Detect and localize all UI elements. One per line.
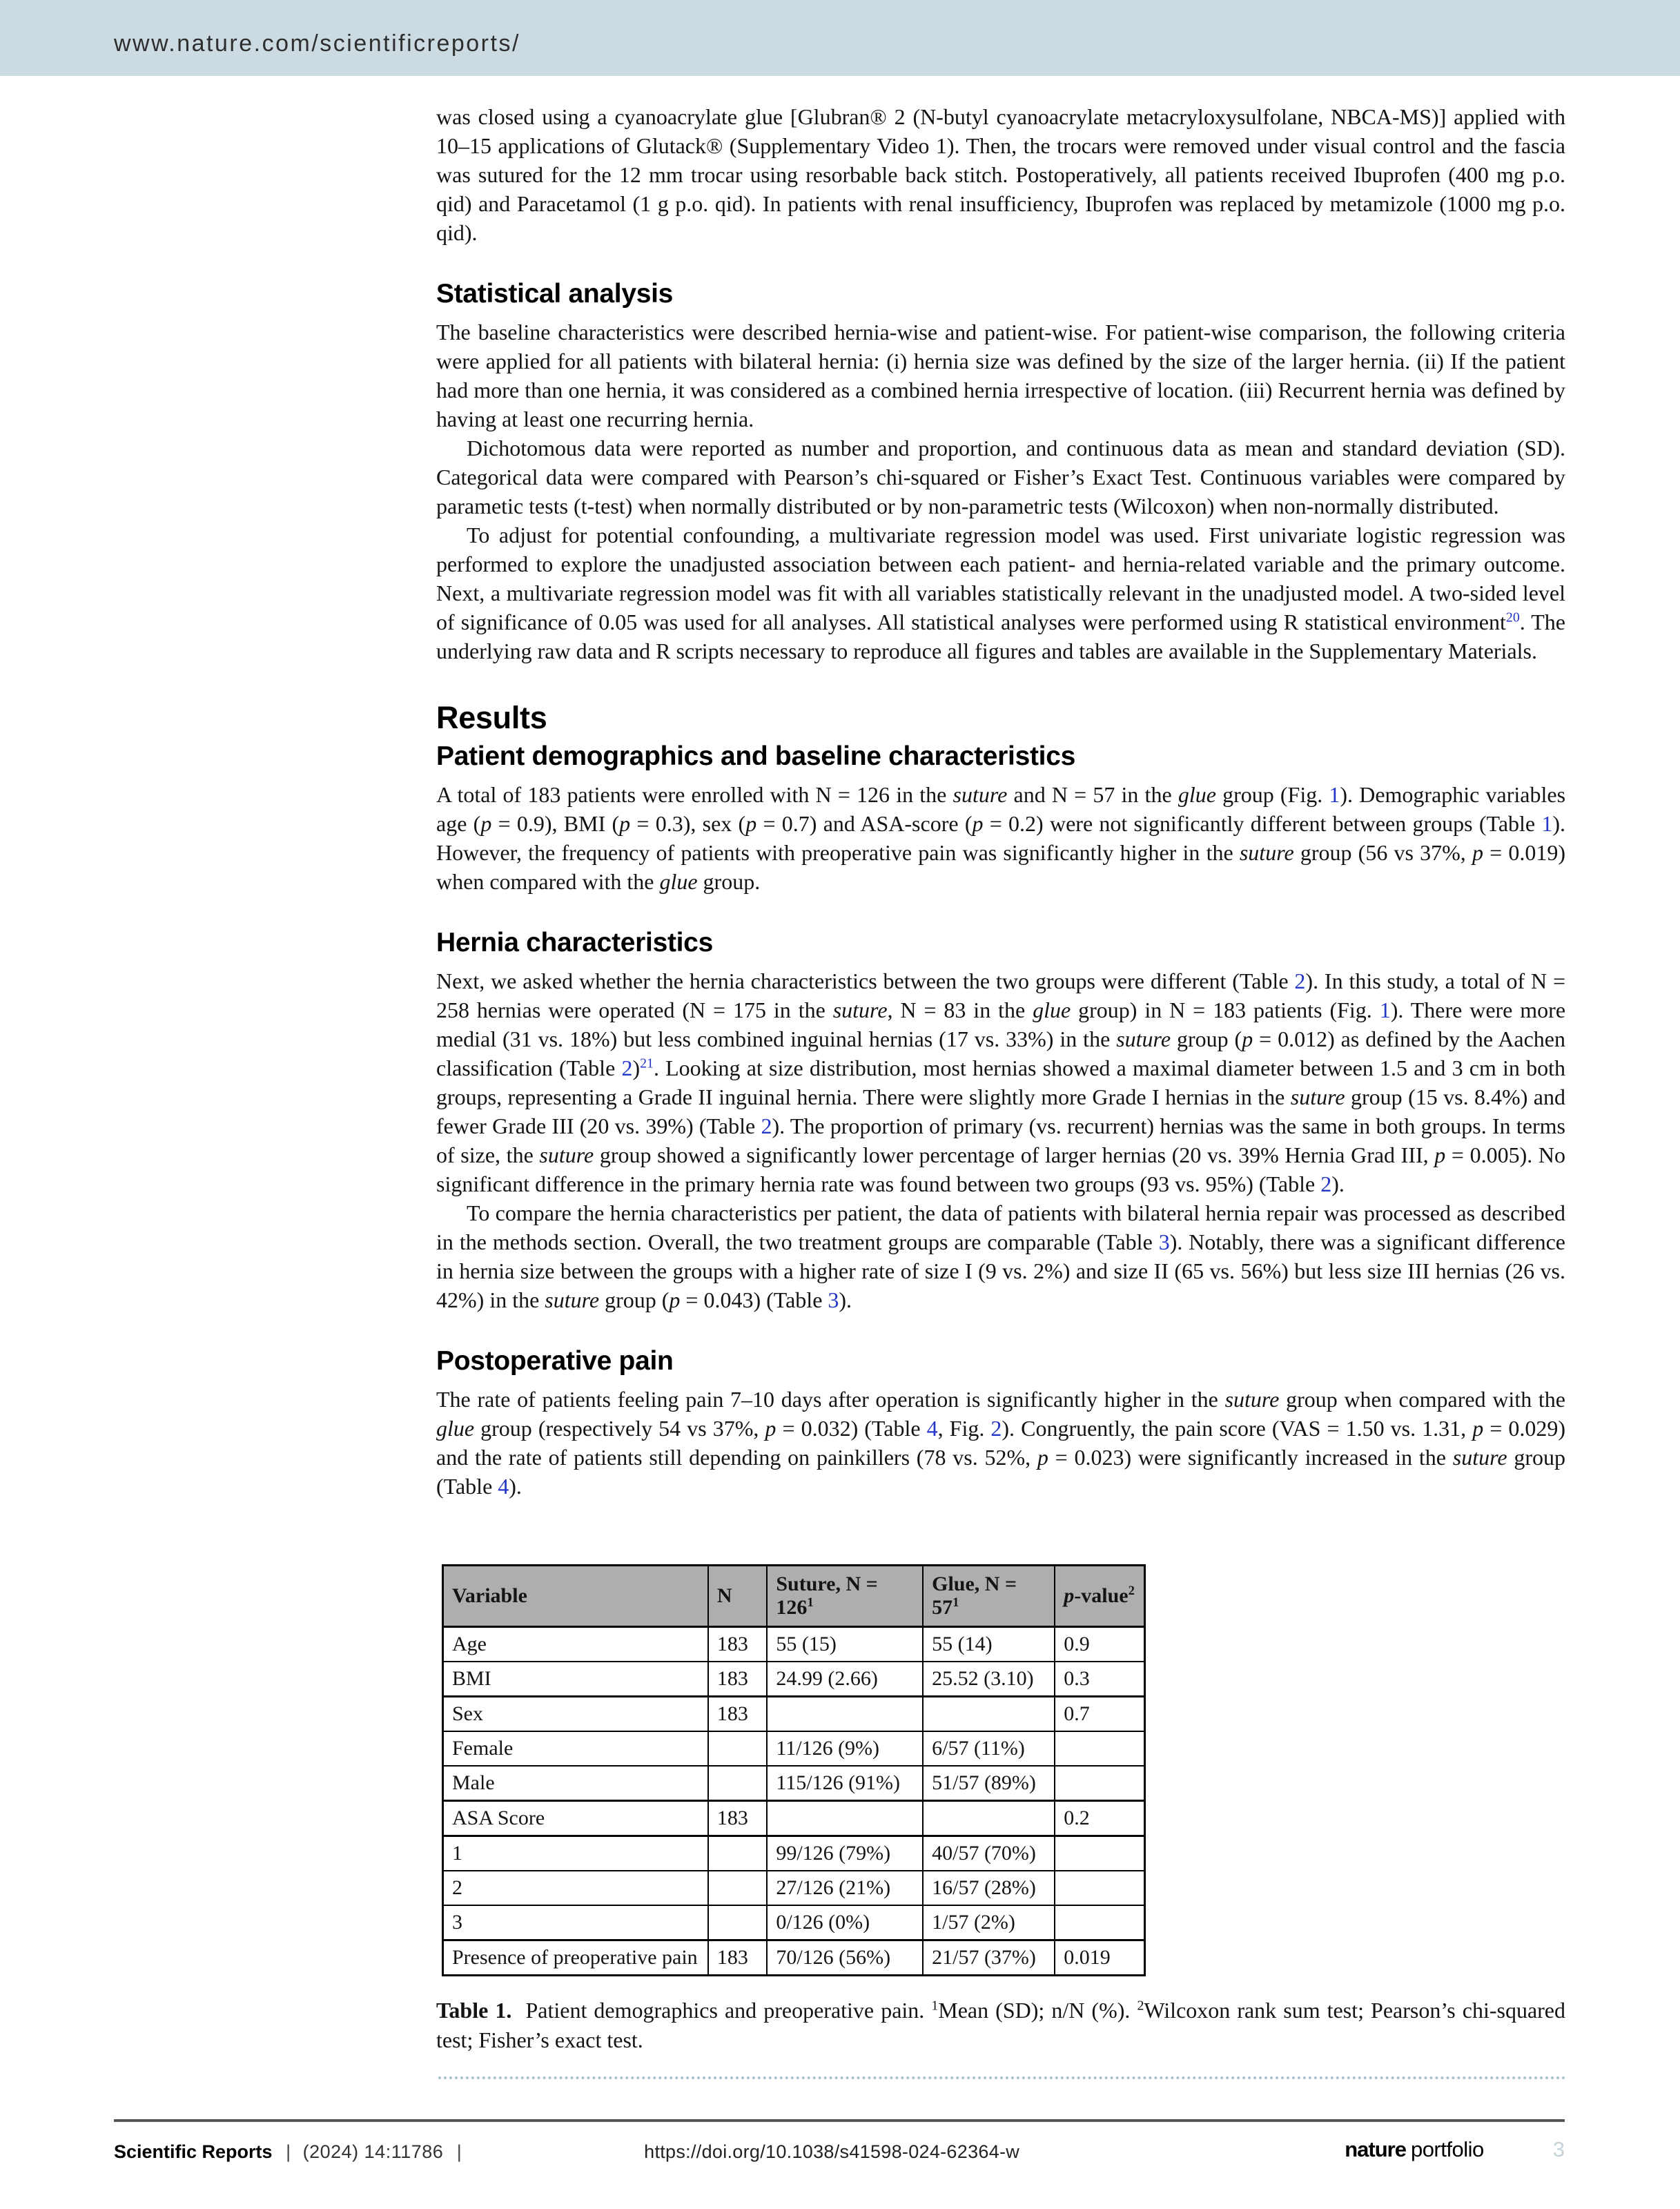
text-run: = 0.3), sex ( — [630, 811, 746, 836]
table-cell: 40/57 (70%) — [923, 1836, 1055, 1871]
table-cell — [923, 1801, 1055, 1836]
text-run: group. — [697, 869, 761, 894]
nature-logo: nature — [1345, 2137, 1406, 2161]
text-run: = 0.043) (Table — [680, 1287, 828, 1312]
text-run: The baseline characteristics were described hernia-wise and patient-wise. For patient-wise comparison, the following criteria were applied for all patients with bilateral hernia: (i) hernia size was defined by the size of the larger hernia. (ii) If the patient had more than one hernia, it was considered as a combined hernia irrespective of location. (iii) Recurrent hernia was defined by having at least one recurring hernia. — [436, 320, 1571, 431]
reference-link[interactable]: 4 — [498, 1474, 509, 1499]
intro-continuation-paragraph — [436, 102, 1571, 247]
table-cell — [767, 1697, 923, 1732]
table-caption — [436, 1996, 1572, 2055]
text-run: suture — [1452, 1445, 1507, 1470]
article-body — [436, 102, 1572, 2055]
text-run: ). However, the frequency of patients with preoperative pain was significantly higher in the — [436, 811, 1572, 865]
column-header — [708, 1566, 767, 1627]
demographics-table-wrap — [442, 1564, 1565, 1976]
reference-link[interactable]: 1 — [1379, 998, 1391, 1022]
table-cell: 16/57 (28%) — [923, 1871, 1055, 1905]
table-row — [443, 1940, 1145, 1976]
statistical-analysis-paragraph-3 — [436, 520, 1572, 665]
text-run: group (Fig. — [1215, 782, 1329, 807]
table-cell — [1055, 1766, 1144, 1801]
text-run: p — [1434, 1142, 1446, 1167]
header-band — [0, 0, 1680, 76]
table-cell — [767, 1801, 923, 1836]
text-run: Hernia characteristics — [436, 928, 713, 957]
text-run: 1 — [931, 1998, 939, 2014]
reference-link[interactable]: 3 — [828, 1287, 839, 1312]
text-run: = 0.012) as defined by the Aachen classification (Table — [436, 1026, 1572, 1080]
text-run: Table 1. — [436, 1998, 512, 2023]
reference-link[interactable]: 3 — [1158, 1229, 1170, 1254]
page-footer — [114, 2137, 1565, 2172]
text-run: p — [1064, 1584, 1075, 1607]
table-cell: 3 — [443, 1905, 708, 1940]
column-header — [443, 1566, 708, 1627]
table-cell: 27/126 (21%) — [767, 1871, 923, 1905]
table-cell: 25.52 (3.10) — [923, 1662, 1055, 1697]
table-header-row — [443, 1566, 1145, 1627]
table-cell: 183 — [708, 1801, 767, 1836]
footer-separator: | — [456, 2141, 462, 2162]
table-row — [443, 1871, 1145, 1905]
text-run: ). In this study, a total of N = 258 hernias were operated (N = 175 in the — [436, 969, 1572, 1022]
text-run: ). The proportion of primary (vs. recurrent) hernias was the same in both groups. In terms of size, the — [436, 1113, 1572, 1167]
hernia-characteristics-paragraph-1 — [436, 966, 1572, 1198]
table-cell: 11/126 (9%) — [767, 1731, 923, 1766]
table-row — [443, 1905, 1145, 1940]
text-run: suture — [545, 1287, 600, 1312]
footer-brand-group — [1345, 2137, 1565, 2162]
text-run: . The underlying raw data and R scripts necessary to reproduce all figures and tables are available in the Supplementary Materials. — [436, 610, 1572, 663]
text-run: Statistical analysis — [436, 279, 674, 309]
text-run: suture — [832, 998, 888, 1022]
table-cell: 21/57 (37%) — [923, 1940, 1055, 1976]
text-run: group (56 vs 37%, — [1293, 840, 1472, 865]
text-run: group (15 vs. 8.4%) and fewer Grade III (20 vs. 39%) (Table — [436, 1084, 1572, 1138]
text-run: p — [765, 1416, 776, 1441]
text-run: = 0.9), BMI ( — [491, 811, 620, 836]
table-cell: Female — [443, 1731, 708, 1766]
reference-link[interactable]: 2 — [761, 1113, 772, 1138]
reference-link[interactable]: 1 — [1329, 782, 1340, 807]
table-cell: 0.2 — [1055, 1801, 1144, 1836]
text-run: suture — [539, 1142, 594, 1167]
table-cell — [1055, 1905, 1144, 1940]
table-cell: 1/57 (2%) — [923, 1905, 1055, 1940]
text-run: p — [480, 811, 492, 836]
table-cell: 70/126 (56%) — [767, 1940, 923, 1976]
text-run: ). — [839, 1287, 852, 1312]
doi-text: https://doi.org/10.1038/s41598-024-62364-w — [644, 2141, 1020, 2162]
text-run: suture — [1239, 840, 1294, 865]
reference-link[interactable]: 20 — [1505, 610, 1520, 625]
text-run: Next, we asked whether the hernia characteristics between the two groups were different (Table — [436, 969, 1295, 993]
footer-separator: | — [286, 2141, 291, 2162]
table-cell: Male — [443, 1766, 708, 1801]
text-run: glue — [1033, 998, 1071, 1022]
text-run: group) in N = 183 patients (Fig. — [1071, 998, 1380, 1022]
text-run: suture — [1116, 1026, 1171, 1051]
heading-postoperative-pain — [436, 1346, 1565, 1376]
text-run: p — [745, 811, 757, 836]
table-cell: 183 — [708, 1697, 767, 1732]
text-run: To adjust for potential confounding, a multivariate regression model was used. First univariate logistic regression was performed to explore the unadjusted association between each patient- and hernia-related variable and the primary outcome. Next, a multivariate regression model was fit with all variables statistically relevant in the unadjusted model. A two-sided level of significance of 0.05 was used for all analyses. All statistical analyses were performed using R statistical environment — [436, 523, 1571, 634]
table-cell: Sex — [443, 1697, 708, 1732]
text-run: and N = 57 in the — [1007, 782, 1178, 807]
text-run: = 0.005). No significant difference in the primary hernia rate was found between two groups (93 vs. 95%) (Table — [436, 1142, 1572, 1196]
footer-rule — [114, 2119, 1565, 2122]
issue-citation: (2024) 14:11786 — [302, 2141, 444, 2162]
heading-statistical-analysis — [436, 279, 1565, 309]
text-run: p — [1037, 1445, 1048, 1470]
text-run: group (Table — [436, 1445, 1572, 1499]
text-run: ). — [509, 1474, 522, 1499]
table-cell: 0.019 — [1055, 1940, 1144, 1976]
table-cell: ASA Score — [443, 1801, 708, 1836]
reference-link[interactable]: 21 — [640, 1055, 654, 1071]
text-run: , N = 83 in the — [887, 998, 1033, 1022]
table-cell: 51/57 (89%) — [923, 1766, 1055, 1801]
text-run: 1 — [953, 1595, 959, 1610]
text-run: = 0.032) (Table — [776, 1416, 927, 1441]
table-cell: 1 — [443, 1836, 708, 1871]
postoperative-pain-paragraph — [436, 1385, 1572, 1501]
text-run: group (respectively 54 vs 37%, — [474, 1416, 765, 1441]
table-cell: 183 — [708, 1940, 767, 1976]
text-run: group ( — [599, 1287, 670, 1312]
text-run: suture — [953, 782, 1008, 807]
column-header — [923, 1566, 1055, 1627]
text-run: To compare the hernia characteristics per patient, the data of patients with bilateral hernia repair was processed as described in the methods section. Overall, the two treatment groups are comparable (Table — [436, 1200, 1571, 1254]
table-cell: 0.3 — [1055, 1662, 1144, 1697]
text-run: suture — [1290, 1084, 1345, 1109]
statistical-analysis-paragraph-2 — [436, 434, 1571, 520]
heading-patient-demographics — [436, 741, 1565, 772]
table-cell: Age — [443, 1627, 708, 1662]
text-run: Variable — [452, 1584, 527, 1607]
table-cell: 24.99 (2.66) — [767, 1662, 923, 1697]
text-run: Mean (SD); n/N (%). — [938, 1998, 1137, 2023]
table-row — [443, 1697, 1145, 1732]
table-cell: 183 — [708, 1662, 767, 1697]
table-cell — [1055, 1871, 1144, 1905]
reference-link[interactable]: 2 — [990, 1416, 1002, 1441]
text-run: p — [972, 811, 984, 836]
text-run: p — [1472, 1416, 1484, 1441]
text-run: 2 — [1128, 1584, 1135, 1598]
text-run: = 0.019) when compared with the — [436, 840, 1572, 894]
table-body — [443, 1627, 1145, 1976]
text-run: Wilcoxon rank sum test; Pearson’s chi-squared test; Fisher’s exact test. — [436, 1998, 1572, 2052]
table-cell — [708, 1836, 767, 1871]
table-cell: 183 — [708, 1627, 767, 1662]
text-run: glue — [659, 869, 698, 894]
text-run: The rate of patients feeling pain 7–10 days after operation is significantly higher in the — [436, 1387, 1225, 1412]
table-cell — [708, 1871, 767, 1905]
table-cell: 0.7 — [1055, 1697, 1144, 1732]
text-run: A total of 183 patients were enrolled with N = 126 in the — [436, 782, 953, 807]
text-run: -value — [1074, 1584, 1129, 1607]
table-row — [443, 1731, 1145, 1766]
text-run: Dichotomous data were reported as number and proportion, and continuous data as mean and standard deviation (SD). Categorical data were compared with Pearson’s chi-squared or Fisher’s Exact Test. Continuous variables were compared by parametic tests (t-test) when normally distributed or by non-parametric tests (Wilcoxon) when non-normally distributed. — [436, 436, 1571, 518]
table-row — [443, 1801, 1145, 1836]
text-run: group when compared with the — [1279, 1387, 1572, 1412]
table-cell: 0/126 (0%) — [767, 1905, 923, 1940]
text-run: group showed a significantly lower percentage of larger hernias (20 vs. 39% Hernia Grad III, — [594, 1142, 1435, 1167]
table-cell — [923, 1697, 1055, 1732]
text-run: 2 — [1137, 1998, 1144, 2014]
text-run: Glue, N = 57 — [932, 1573, 1022, 1619]
reference-link[interactable]: 4 — [926, 1416, 938, 1441]
table-cell: BMI — [443, 1662, 708, 1697]
text-run: , Fig. — [937, 1416, 991, 1441]
text-run: was closed using a cyanoacrylate glue [Glubran® 2 (N-butyl cyanoacrylate metacryloxysulfolane, NBCA-MS)] applied with 10–15 applications of Glutack® (Supplementary Video 1). Then, the trocars were removed under visual control and the fascia was sutured for the 12 mm trocar using resorbable back stitch. Postoperatively, all patients received Ibuprofen (400 mg p.o. qid) and Paracetamol (1 g p.o. qid). In patients with renal insufficiency, Ibuprofen was replaced by metamizole (1000 mg p.o. qid). — [436, 104, 1571, 245]
reference-link[interactable]: 2 — [1320, 1171, 1332, 1196]
text-run: 1 — [807, 1595, 814, 1610]
text-run: ). — [1331, 1171, 1345, 1196]
section-dotted-divider — [438, 2076, 1566, 2079]
text-run: . Looking at size distribution, most hernias showed a maximal diameter between 1.5 and 3 cm in both groups, representing a Grade II inguinal hernia. There were slightly more Grade I hernias in the — [436, 1055, 1572, 1109]
page-number: 3 — [1552, 2137, 1565, 2161]
table-cell: Presence of preoperative pain — [443, 1940, 708, 1976]
text-run: ). Notably, there was a significant difference in hernia size between the groups with a higher rate of size I (9 vs. 2%) and size II (65 vs. 56%) but less size III hernias (26 vs. 42%) in the — [436, 1229, 1572, 1312]
table-cell: 55 (15) — [767, 1627, 923, 1662]
table-cell — [1055, 1836, 1144, 1871]
table-cell — [1055, 1731, 1144, 1766]
text-run: glue — [436, 1416, 475, 1441]
heading-results — [436, 700, 1565, 736]
reference-link[interactable]: 2 — [1294, 969, 1306, 993]
text-run: p — [1242, 1026, 1253, 1051]
text-run: = 0.029) and the rate of patients still depending on painkillers (78 vs. 52%, — [436, 1416, 1572, 1470]
text-run: = 0.7) and ASA-score ( — [756, 811, 973, 836]
text-run: p — [669, 1287, 681, 1312]
column-header — [1055, 1566, 1144, 1627]
text-run: Suture, N = 126 — [776, 1573, 883, 1619]
reference-link[interactable]: 1 — [1541, 811, 1553, 836]
table-cell — [708, 1766, 767, 1801]
table-cell: 6/57 (11%) — [923, 1731, 1055, 1766]
text-run: p — [1472, 840, 1483, 865]
reference-link[interactable]: 2 — [621, 1055, 633, 1080]
text-run: Patient demographics and baseline characteristics — [436, 741, 1075, 771]
patient-demographics-paragraph — [436, 780, 1572, 896]
text-run: p — [619, 811, 631, 836]
site-url: www.nature.com/scientificreports/ — [114, 30, 520, 57]
text-run: ) — [632, 1055, 641, 1080]
table-row — [443, 1836, 1145, 1871]
text-run: Results — [436, 700, 547, 735]
demographics-table — [442, 1564, 1146, 1976]
text-run: = 0.023) were significantly increased in the — [1048, 1445, 1453, 1470]
text-run: Postoperative pain — [436, 1346, 674, 1376]
table-cell — [708, 1731, 767, 1766]
table-cell: 2 — [443, 1871, 708, 1905]
text-run: Patient demographics and preoperative pain. — [511, 1998, 932, 2023]
footer-citation — [114, 2141, 469, 2163]
text-run: suture — [1224, 1387, 1280, 1412]
table-cell: 0.9 — [1055, 1627, 1144, 1662]
hernia-characteristics-paragraph-2 — [436, 1198, 1572, 1314]
portfolio-logo: portfolio — [1410, 2137, 1484, 2161]
statistical-analysis-paragraph-1 — [436, 318, 1571, 434]
text-run: = 0.2) were not significantly different between groups (Table — [983, 811, 1542, 836]
text-run: glue — [1178, 782, 1216, 807]
text-run: N — [716, 1584, 732, 1607]
journal-name: Scientific Reports — [114, 2141, 273, 2162]
text-run: ). There were more medial (31 vs. 18%) but less combined inguinal hernias (17 vs. 33%) in the — [436, 998, 1572, 1051]
text-run: group ( — [1171, 1026, 1242, 1051]
table-row — [443, 1766, 1145, 1801]
table-cell: 55 (14) — [923, 1627, 1055, 1662]
table-row — [443, 1627, 1145, 1662]
heading-hernia-characteristics — [436, 928, 1565, 958]
table-cell: 115/126 (91%) — [767, 1766, 923, 1801]
table-row — [443, 1662, 1145, 1697]
table-cell — [708, 1905, 767, 1940]
column-header — [767, 1566, 923, 1627]
text-run: ). Congruently, the pain score (VAS = 1.50 vs. 1.31, — [1002, 1416, 1473, 1441]
table-cell: 99/126 (79%) — [767, 1836, 923, 1871]
text-run: ). Demographic variables age ( — [436, 782, 1572, 836]
